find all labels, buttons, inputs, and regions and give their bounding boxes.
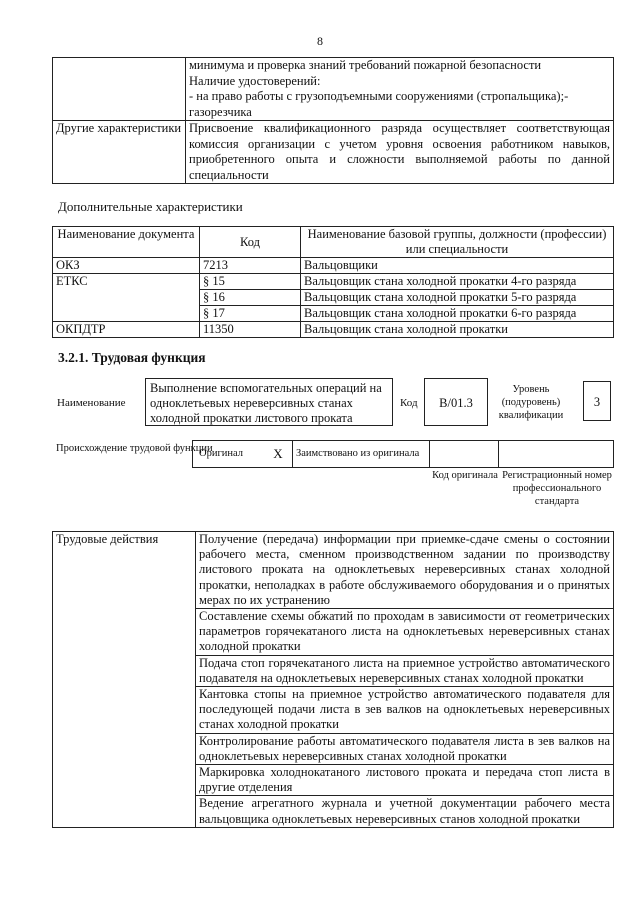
section-title: 3.2.1. Трудовая функция	[58, 350, 206, 365]
labor-actions-label: Трудовые действия	[53, 532, 196, 828]
code-label: Код	[400, 397, 418, 409]
origin-code-label: Код оригинала	[432, 470, 498, 481]
action-item: Кантовка стопы на приемное устройство автоматического подавателя для последующей подачи листа в зев валков на одноклетьевых нереверсивных станах холодной прокатки	[196, 687, 614, 734]
table-row	[53, 532, 614, 609]
additional-title: Дополнительные характеристики	[58, 199, 243, 214]
row-label-other-characteristics: Другие характеристики	[53, 121, 186, 184]
action-item: Ведение агрегатного журнала и учетной документации рабочего места вальцовщика одноклетьевых нереверсивных станов холодной прокатки	[196, 796, 614, 827]
action-item: Получение (передача) информации при приемке-сдаче смены о состоянии рабочего места, сменном производственном задании по производству листового проката на одноклетьевых нереверсивных станах холодной прокатки, неполадках в работе обслуживаемого оборудования и о принятых мерах по их устранению	[196, 532, 614, 609]
code-cell: § 16	[200, 290, 301, 306]
doc-cell: ОКПДТР	[53, 322, 200, 338]
additional-table	[52, 226, 614, 338]
header-document: Наименование документа	[53, 227, 200, 258]
doc-cell: ЕТКС	[53, 274, 200, 322]
page-number: 8	[317, 34, 323, 48]
text-line: - на право работы с грузоподъемными сооружениями (стропальщика);-	[189, 89, 569, 103]
doc-cell: ОКЗ	[53, 258, 200, 274]
table-row	[53, 322, 614, 338]
code-cell: 11350	[200, 322, 301, 338]
text-line: минимума и проверка знаний требований пожарной безопасности	[189, 58, 542, 72]
text-line: Наличие удостоверений:	[189, 73, 321, 88]
other-characteristics-text: Присвоение квалификационного разряда осуществляет соответствующая комиссия организации с учетом уровня освоения работником навыков, приобретенного опыта и сложности выполняемой работы по данной специальности	[186, 121, 614, 184]
name-cell: Вальцовщик стана холодной прокатки 6-го разряда	[301, 306, 614, 322]
action-item: Маркировка холоднокатаного листового проката и передача стоп листа в другие отделения	[196, 765, 614, 796]
text-line: газорезчика	[189, 104, 252, 119]
requirements-cell	[186, 58, 614, 121]
name-cell: Вальцовщик стана холодной прокатки 5-го разряда	[301, 290, 614, 306]
name-cell: Вальцовщик стана холодной прокатки	[301, 322, 614, 338]
origin-label	[56, 442, 213, 455]
origin-code-cell	[430, 441, 499, 468]
code-cell: § 17	[200, 306, 301, 322]
borrowed-label: Заимствовано из оригинала	[293, 441, 430, 468]
level-label: Уровень (подуровень) квалификации	[498, 384, 564, 421]
row-label	[53, 58, 186, 121]
original-mark: X	[264, 441, 293, 468]
code-value-box: B/01.3	[424, 378, 488, 426]
reg-number-cell	[499, 441, 614, 468]
labor-actions-table	[52, 531, 614, 828]
level-value-box: 3	[583, 381, 611, 421]
table-row	[53, 258, 614, 274]
action-item: Подача стоп горячекатаного листа на приемное устройство автоматического подавателя на одноклетьевых нереверсивных станах холодной прокатки	[196, 655, 614, 686]
characteristics-table	[52, 57, 614, 184]
origin-table	[192, 440, 614, 468]
action-item: Контролирование работы автоматического подавателя листа в зев валков на одноклетьевых нереверсивных станах холодной прокатки	[196, 733, 614, 764]
action-item: Составление схемы обжатий по проходам в зависимости от геометрических параметров горячекатаного листа на одноклетьевых нереверсивных станах холодной прокатки	[196, 609, 614, 656]
name-cell: Вальцовщики	[301, 258, 614, 274]
header-name: Наименование базовой группы, должности (профессии) или специальности	[301, 227, 614, 258]
table-row	[53, 274, 614, 290]
name-label: Наименование	[57, 397, 126, 409]
reg-number-label: Регистрационный номер профессионального стандарта	[502, 470, 612, 507]
code-cell: § 15	[200, 274, 301, 290]
function-name-box: Выполнение вспомогательных операций на одноклетьевых нереверсивных станах холодной прокатки листового проката	[145, 378, 393, 426]
header-code: Код	[200, 227, 301, 258]
code-cell: 7213	[200, 258, 301, 274]
original-label: Оригинал	[193, 441, 265, 468]
origin-label-text: Происхождение трудовой функции	[56, 443, 213, 454]
name-cell: Вальцовщик стана холодной прокатки 4-го разряда	[301, 274, 614, 290]
